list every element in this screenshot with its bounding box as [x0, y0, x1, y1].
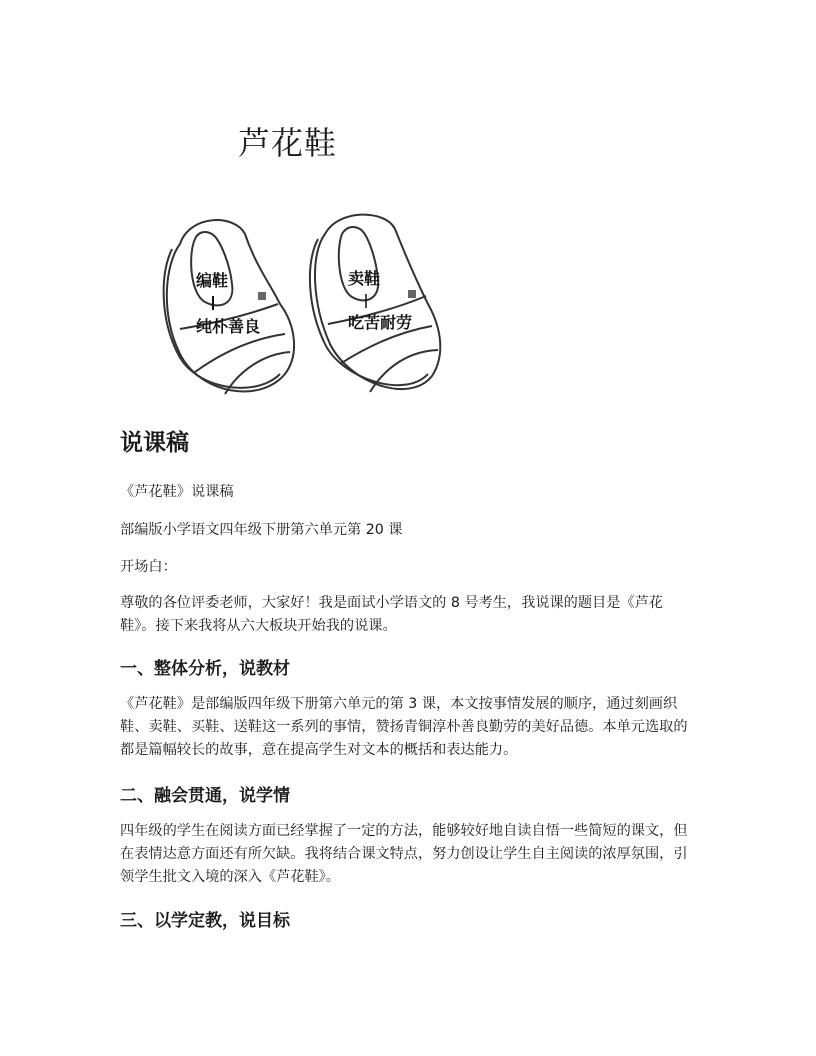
left-shoe-buckle-icon: [258, 292, 266, 300]
left-shoe-bottom-label: 纯朴善良: [196, 317, 261, 336]
section-heading-1: 一、整体分析，说教材: [120, 659, 290, 679]
left-shoe: [164, 220, 294, 394]
right-shoe-bottom-label: 吃苦耐劳: [348, 313, 413, 332]
right-shoe-top-label: 卖鞋: [348, 269, 381, 288]
paragraph-student-analysis: 四年级的学生在阅读方面已经掌握了一定的方法，能够较好地自读自悟一些简短的课文，但在表情达意方面还有所欠缺。我将结合课文特点，努力创设让学生自主阅读的浓厚氛围，引领学生批文入境的深入《芦花鞋》。: [120, 823, 688, 885]
section-heading-2: 二、融会贯通，说学情: [120, 786, 290, 806]
paragraph-doc-title: 《芦花鞋》说课稿: [120, 484, 234, 500]
section-heading-3: 三、以学定教，说目标: [120, 911, 290, 931]
paragraph-opening: 尊敬的各位评委老师，大家好！我是面试小学语文的 8 号考生，我说课的题目是《芦花鞋》。接下来我将从六大板块开始我的说课。: [120, 595, 663, 634]
paragraph-opening-label: 开场白：: [120, 559, 177, 575]
paragraph-textbook-analysis: 《芦花鞋》是部编版四年级下册第六单元的第 3 课，本文按事情发展的顺序，通过刻画织鞋、卖鞋、买鞋、送鞋这一系列的事情，赞扬青铜淳朴善良勤劳的美好品德。本单元选取的都是篇幅较长的故事，意在提高学生对文本的概括和表达能力。: [120, 696, 688, 758]
right-shoe-buckle-icon: [408, 290, 416, 298]
left-shoe-top-label: 编鞋: [196, 271, 229, 290]
shoes-illustration: [160, 204, 460, 404]
page-title: 芦花鞋: [238, 124, 338, 162]
document-heading: 说课稿: [120, 430, 189, 456]
paragraph-course-info: 部编版小学语文四年级下册第六单元第 20 课: [120, 522, 403, 538]
right-shoe: [310, 215, 440, 392]
